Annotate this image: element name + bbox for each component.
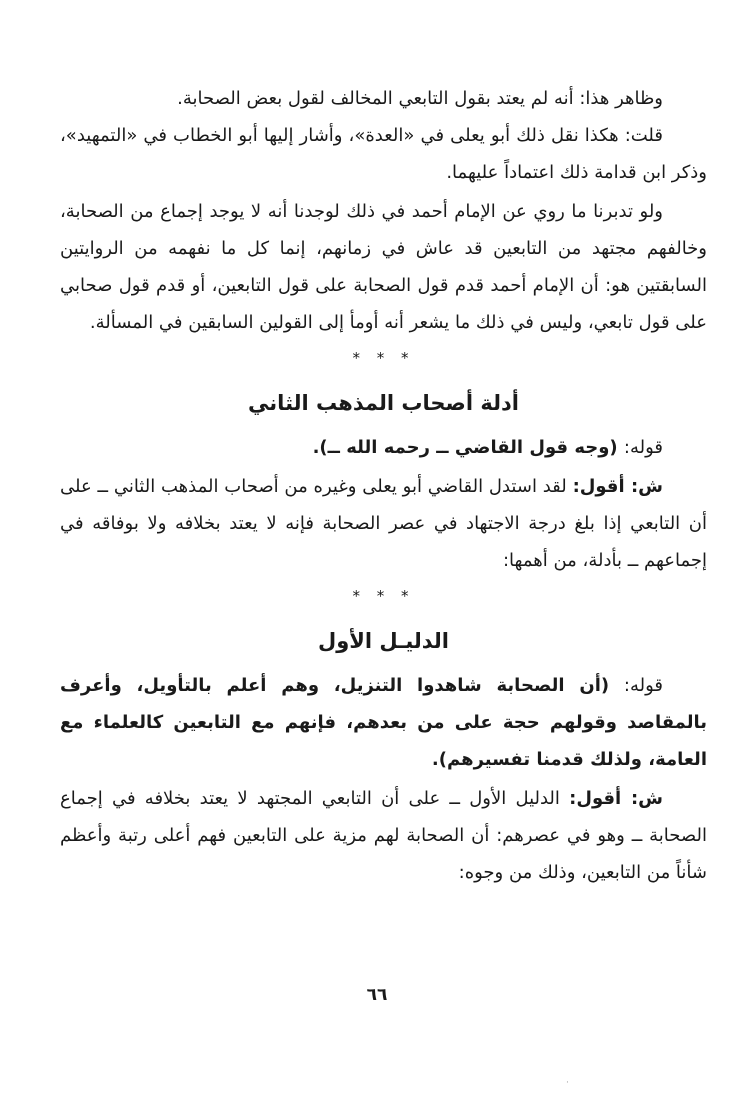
heading-first-proof: الدليـل الأول [317,629,449,653]
commentary-label: ش: أقول: [572,476,663,497]
paragraph-6 [60,667,707,778]
separator-2: * * * [352,587,415,605]
paragraph-2: قلت: هكذا نقل ذلك أبو يعلى في «العدة»، وأشار إليها أبو الخطاب في «التمهيد»، وذكر ابن قدامة ذلك اعتماداً عليهما. [60,125,707,183]
quote-text: (وجه قول القاضي ــ رحمه الله ــ). [312,437,624,458]
commentary-label: ش: أقول: [569,788,663,809]
heading-second-school: أدلة أصحاب المذهب الثاني [248,391,519,415]
paragraph-4 [60,429,707,466]
paragraph-1: وظاهر هذا: أنه لم يعتد بقول التابعي المخالف لقول بعض الصحابة. [177,88,663,109]
separator-1: * * * [352,349,415,367]
paragraph-3: ولو تدبرنا ما روي عن الإمام أحمد في ذلك لوجدنا أنه لا يوجد إجماع من الصحابة، وخالفهم مجتهد من التابعين قد عاش في زمانهم، إنما كل ما نفهمه من الروايتين السابقتين هو: أن الإمام أحمد قدم قول الصحابة على قول التابعين، أو قدم قول صحابي على قول تابعي، وليس في ذلك ما يشعر أنه أومأ إلى القولين السابقين في المسألة. [60,201,707,333]
paragraph-5 [60,468,707,579]
commentary-text: لقد استدل القاضي أبو يعلى وغيره من أصحاب المذهب الثاني ــ على أن التابعي إذا بلغ درجة الاجتهاد في عصر الصحابة فإنه لا يعتد بخلافه ولا بوفاقه في إجماعهم ــ بأدلة، من أهمها: [60,476,707,571]
quote-label: قوله: [623,675,663,696]
page-body [60,80,707,891]
commentary-text: الدليل الأول ــ على أن التابعي المجتهد لا يعتد بخلافه في إجماع الصحابة ــ وهو في عصرهم: أن الصحابة لهم مزية على التابعين فهم أعلى رتبة وأعظم شأناً من التابعين، وذلك من وجوه: [60,788,707,883]
paragraph-7 [60,780,707,891]
quote-label: قوله: [623,437,663,458]
footer-mark: · [566,1078,569,1088]
page-number: ٦٦ [366,985,388,1005]
quote-text: (أن الصحابة شاهدوا التنزيل، وهم أعلم بالتأويل، وأعرف بالمقاصد وقولهم حجة على من بعدهم، فإنهم مع التابعين كالعلماء مع العامة، ولذلك قدمنا تفسيرهم). [60,675,707,770]
